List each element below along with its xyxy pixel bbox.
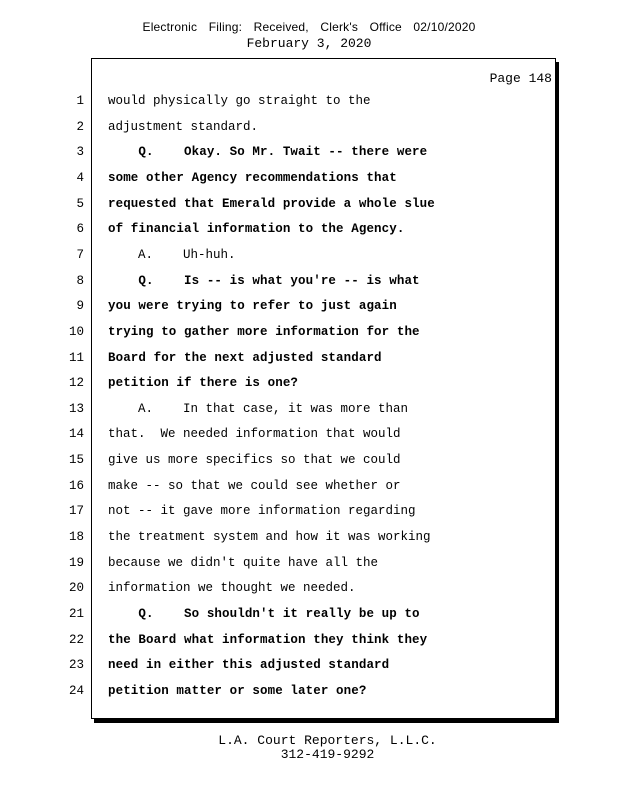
line-number: 20 (68, 581, 84, 596)
line-text: of financial information to the Agency. (108, 222, 405, 237)
transcript-line (0, 120, 618, 140)
transcript-line (0, 607, 618, 627)
line-text: that. We needed information that would (108, 427, 401, 442)
transcript-line (0, 658, 618, 678)
line-number: 10 (68, 324, 84, 339)
line-text: Q. So shouldn't it really be up to (108, 607, 420, 621)
line-number: 18 (68, 530, 84, 545)
line-number: 15 (68, 453, 84, 468)
line-number: 1 (76, 94, 84, 108)
line-number: 4 (76, 170, 84, 185)
line-text: some other Agency recommendations that (108, 170, 397, 185)
transcript-line (0, 171, 618, 191)
page-number: Page 148 (489, 71, 552, 86)
line-text: you were trying to refer to just again (108, 299, 397, 314)
transcript-line (0, 402, 618, 422)
line-text: A. Uh-huh. (108, 247, 236, 262)
line-text: Q. Okay. So Mr. Twait -- there were (108, 145, 428, 160)
line-text: the Board what information they think they (108, 632, 428, 647)
line-text: need in either this adjusted standard (108, 658, 390, 673)
transcript-line (0, 684, 618, 704)
transcript-line (0, 504, 618, 524)
line-number: 2 (76, 119, 84, 134)
filing-stamp: Electronic Filing: Received, Clerk's Office 02/10/2020 (142, 20, 476, 34)
transcript-line (0, 222, 618, 242)
transcript-line (0, 556, 618, 576)
line-text: A. In that case, it was more than (108, 401, 409, 416)
court-reporter-phone: 312-419-9292 (280, 747, 375, 762)
line-text: because we didn't quite have all the (108, 555, 379, 570)
line-number: 7 (76, 247, 84, 262)
line-number: 11 (68, 350, 84, 365)
line-text: Board for the next adjusted standard (108, 350, 382, 365)
line-text: adjustment standard. (108, 119, 259, 134)
transcript-line (0, 376, 618, 396)
transcript-line (0, 274, 618, 294)
line-text: would physically go straight to the (108, 94, 371, 108)
transcript-line (0, 530, 618, 550)
line-text: the treatment system and how it was working (108, 530, 431, 545)
line-number: 16 (68, 478, 84, 493)
line-text: petition matter or some later one? (108, 683, 367, 698)
line-text: information we thought we needed. (108, 581, 356, 596)
line-number: 5 (76, 196, 84, 211)
line-text: give us more specifics so that we could (108, 453, 401, 468)
line-number: 14 (68, 427, 84, 442)
transcript-line (0, 145, 618, 165)
line-text: petition if there is one? (108, 376, 299, 391)
transcript-line (0, 351, 618, 371)
line-text: requested that Emerald provide a whole slue (108, 196, 435, 211)
court-reporter-name: L.A. Court Reporters, L.L.C. (218, 733, 437, 748)
transcript-line (0, 299, 618, 319)
line-number: 22 (68, 632, 84, 647)
line-text: trying to gather more information for the (108, 324, 420, 339)
transcript-line (0, 479, 618, 499)
line-text: make -- so that we could see whether or (108, 478, 401, 493)
transcript-line (0, 453, 618, 473)
transcript-line (0, 325, 618, 345)
transcript-line (0, 94, 618, 114)
line-text: not -- it gave more information regarding (108, 504, 416, 519)
transcript-line (0, 197, 618, 217)
line-number: 3 (76, 145, 84, 160)
transcript-date: February 3, 2020 (246, 36, 372, 51)
line-number: 8 (76, 273, 84, 288)
line-text: Q. Is -- is what you're -- is what (108, 273, 420, 288)
transcript-line (0, 427, 618, 447)
line-number: 9 (76, 299, 84, 314)
line-number: 13 (68, 401, 84, 416)
transcript-line (0, 581, 618, 601)
line-number: 24 (68, 683, 84, 698)
line-number: 21 (68, 607, 84, 621)
transcript-line (0, 248, 618, 268)
line-number: 23 (68, 658, 84, 673)
line-number: 19 (68, 555, 84, 570)
line-number: 12 (68, 376, 84, 391)
line-number: 6 (76, 222, 84, 237)
line-number: 17 (68, 504, 84, 519)
transcript-line (0, 633, 618, 653)
